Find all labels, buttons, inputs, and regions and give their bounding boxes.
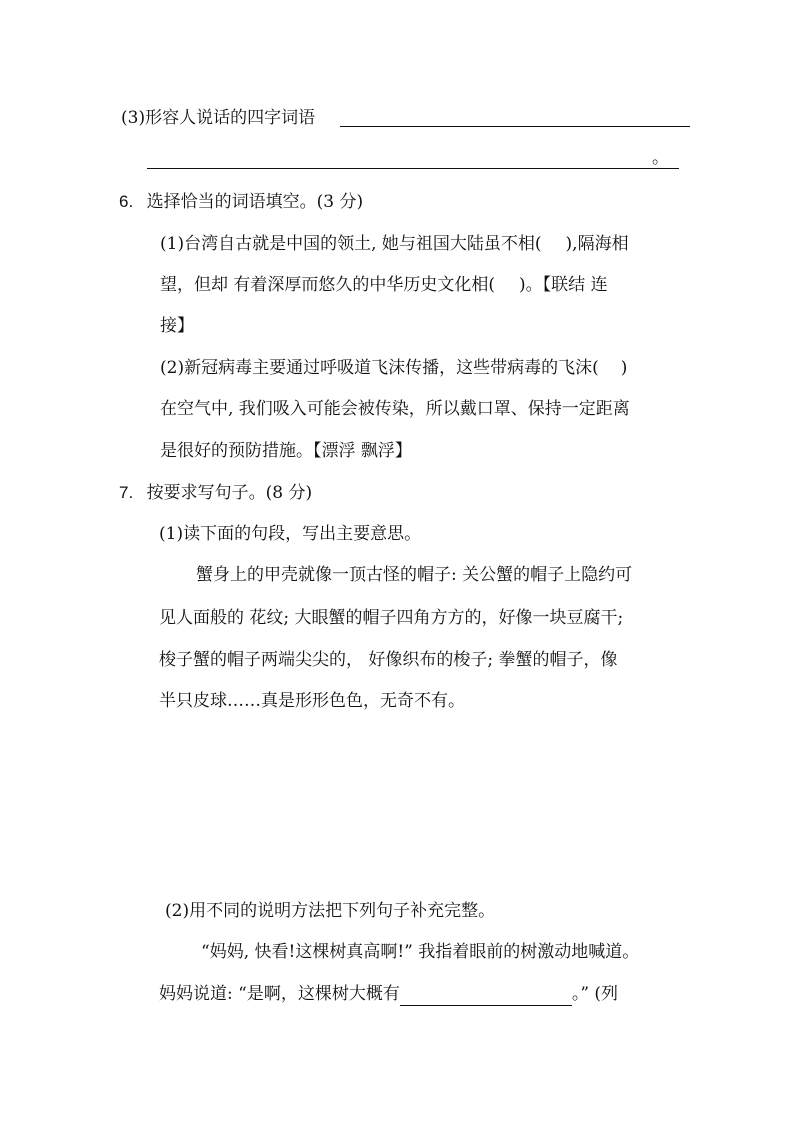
- end-mark: 。: [652, 148, 669, 168]
- q6-sub1-line1: [160, 232, 629, 256]
- q7-sub2-line2-text-b: 。” (列: [571, 984, 619, 1004]
- q6-sub1-text-a: (1)台湾自古就是中国的领土, 她与祖国大陆虽不相(: [160, 234, 542, 254]
- question-6-title: 选择恰当的词语填空。(3 分): [146, 192, 364, 212]
- q7-passage-line-4: 半只皮球……真是形形色色，无奇不有。: [159, 691, 465, 711]
- q6-sub2-line3: 是很好的预防措施。【漂浮 飘浮】: [160, 441, 412, 461]
- q7-sub2-line-2: [159, 982, 618, 1006]
- q6-sub1-line2-text-b: )。【联结 连: [519, 275, 608, 295]
- q7-sub2-prompt: (2)用不同的说明方法把下列句子补充完整。: [165, 901, 496, 921]
- q7-sub2-line-1: “妈妈, 快看!这棵树真高啊!” 我指着眼前的树激动地喊道。: [201, 942, 640, 962]
- q7-passage-line-1: 蟹身上的甲壳就像一顶古怪的帽子: 关公蟹的帽子上隐约可: [196, 565, 633, 585]
- q6-sub1-text-b: ),隔海相: [565, 234, 629, 254]
- question-7-number: 7.: [119, 483, 134, 502]
- q7-sub2-line2-text-a: 妈妈说道: “是啊，这棵树大概有: [159, 984, 400, 1004]
- q6-sub2-line1: [160, 356, 627, 380]
- q6-sub2-text-a: (2)新冠病毒主要通过呼吸道飞沫传播，这些带病毒的飞沫(: [160, 358, 599, 378]
- q6-sub1-line3: 接】: [160, 316, 194, 336]
- answer-line-1[interactable]: [340, 126, 690, 127]
- question-6: [119, 190, 363, 214]
- q6-sub1-line2-text-a: 望，但却 有着深厚而悠久的中华历史文化相(: [160, 275, 496, 295]
- q6-sub2-line2: 在空气中, 我们吸入可能会被传染，所以戴口罩、保持一定距离: [160, 399, 630, 419]
- q7-passage-line-3: 梭子蟹的帽子两端尖尖的， 好像织布的梭子; 拳蟹的帽子，像: [159, 650, 618, 670]
- question-6-number: 6.: [119, 192, 134, 211]
- question-7: [119, 481, 312, 505]
- q6-sub2-text-b: ): [620, 358, 628, 378]
- question-7-title: 按要求写句子。(8 分): [146, 483, 313, 503]
- q6-sub1-line2: [160, 273, 608, 297]
- answer-line-2[interactable]: [147, 168, 679, 169]
- q7-sub1-prompt: (1)读下面的句段，写出主要意思。: [159, 524, 422, 544]
- item-3-label: (3)形容人说话的四字词语: [121, 108, 316, 128]
- fill-blank-4[interactable]: [400, 987, 572, 1006]
- q7-passage-line-2: 见人面般的 花纹; 大眼蟹的帽子四角方方的，好像一块豆腐干;: [159, 608, 624, 628]
